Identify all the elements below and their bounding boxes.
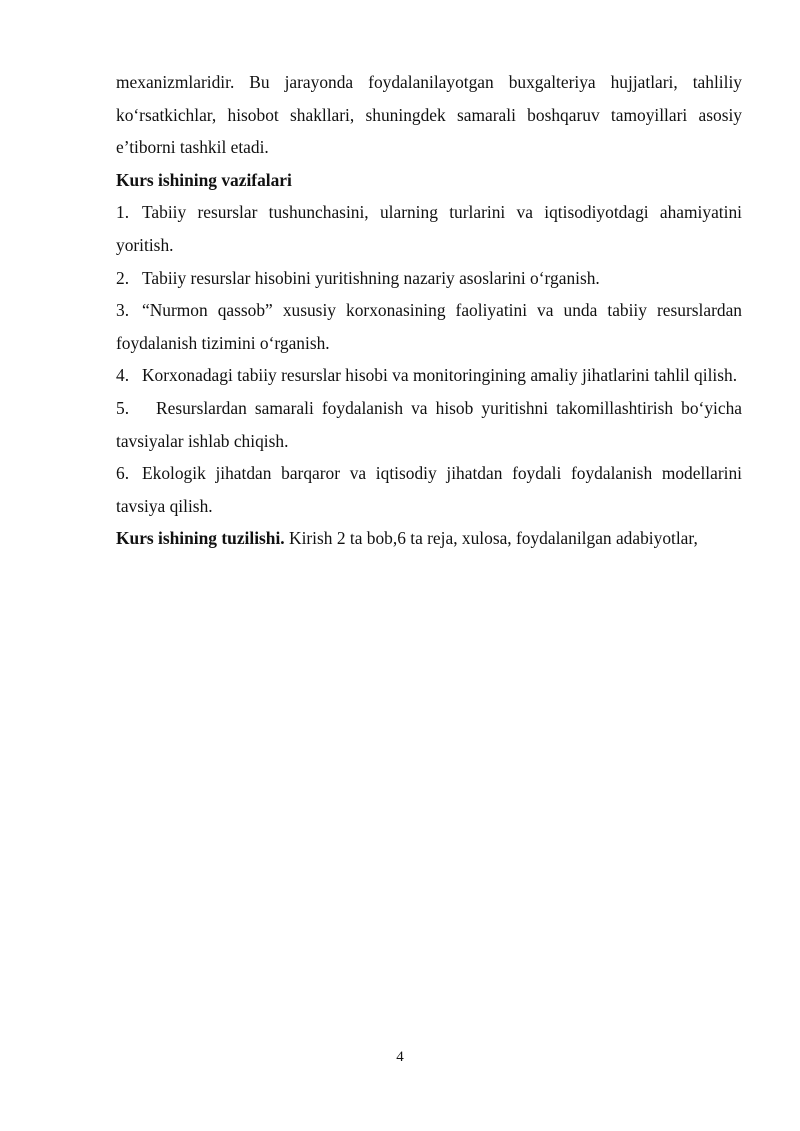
task-text: Resurslardan samarali foydalanish va hisob yuritishni takomillashtirish bo‘yicha tavsiyalar ishlab chiqish.	[116, 397, 742, 451]
task-number: 4.	[116, 365, 130, 386]
task-number: 3.	[116, 300, 130, 321]
task-text: Tabiiy resurslar tushunchasini, ularning turlarini va iqtisodiyotdagi ahamiyatini yoritish.	[116, 202, 742, 255]
task-text: Tabiiy resurslar hisobini yuritishning nazariy asoslarini o‘rganish.	[142, 267, 600, 288]
task-text: Ekologik jihatdan barqaror va iqtisodiy jihatdan foydali foydalanish modellarini tavsiya qilish.	[116, 463, 742, 516]
task-item-2	[116, 262, 742, 295]
task-item-3	[116, 294, 742, 359]
task-number: 5.	[116, 397, 130, 418]
task-item-4	[116, 359, 742, 392]
task-number: 1.	[116, 202, 130, 223]
structure-paragraph	[116, 522, 742, 555]
task-number: 2.	[116, 267, 130, 288]
tasks-heading: Kurs ishining vazifalari	[116, 169, 292, 190]
structure-text: Kirish 2 ta bob,6 ta reja, xulosa, foydalanilgan adabiyotlar,	[284, 528, 698, 549]
page-content	[116, 66, 742, 555]
task-item-1	[116, 196, 742, 261]
page-number: 4	[396, 1049, 404, 1065]
task-number: 6.	[116, 463, 130, 484]
task-item-6	[116, 457, 742, 522]
task-item-5	[116, 392, 742, 457]
task-text: “Nurmon qassob” xususiy korxonasining faoliyatini va unda tabiiy resurslardan foydalanish tizimini o‘rganish.	[116, 300, 742, 353]
task-text: Korxonadagi tabiiy resurslar hisobi va monitoringining amaliy jihatlarini tahlil qilish.	[142, 365, 738, 386]
structure-label: Kurs ishining tuzilishi.	[116, 528, 285, 549]
intro-paragraph: mexanizmlaridir. Bu jarayonda foydalanilayotgan buxgalteriya hujjatlari, tahliliy ko‘rsatkichlar, hisobot shakllari, shuningdek samarali boshqaruv tamoyillari asosiy e’tiborni tashkil etadi.	[116, 72, 742, 158]
